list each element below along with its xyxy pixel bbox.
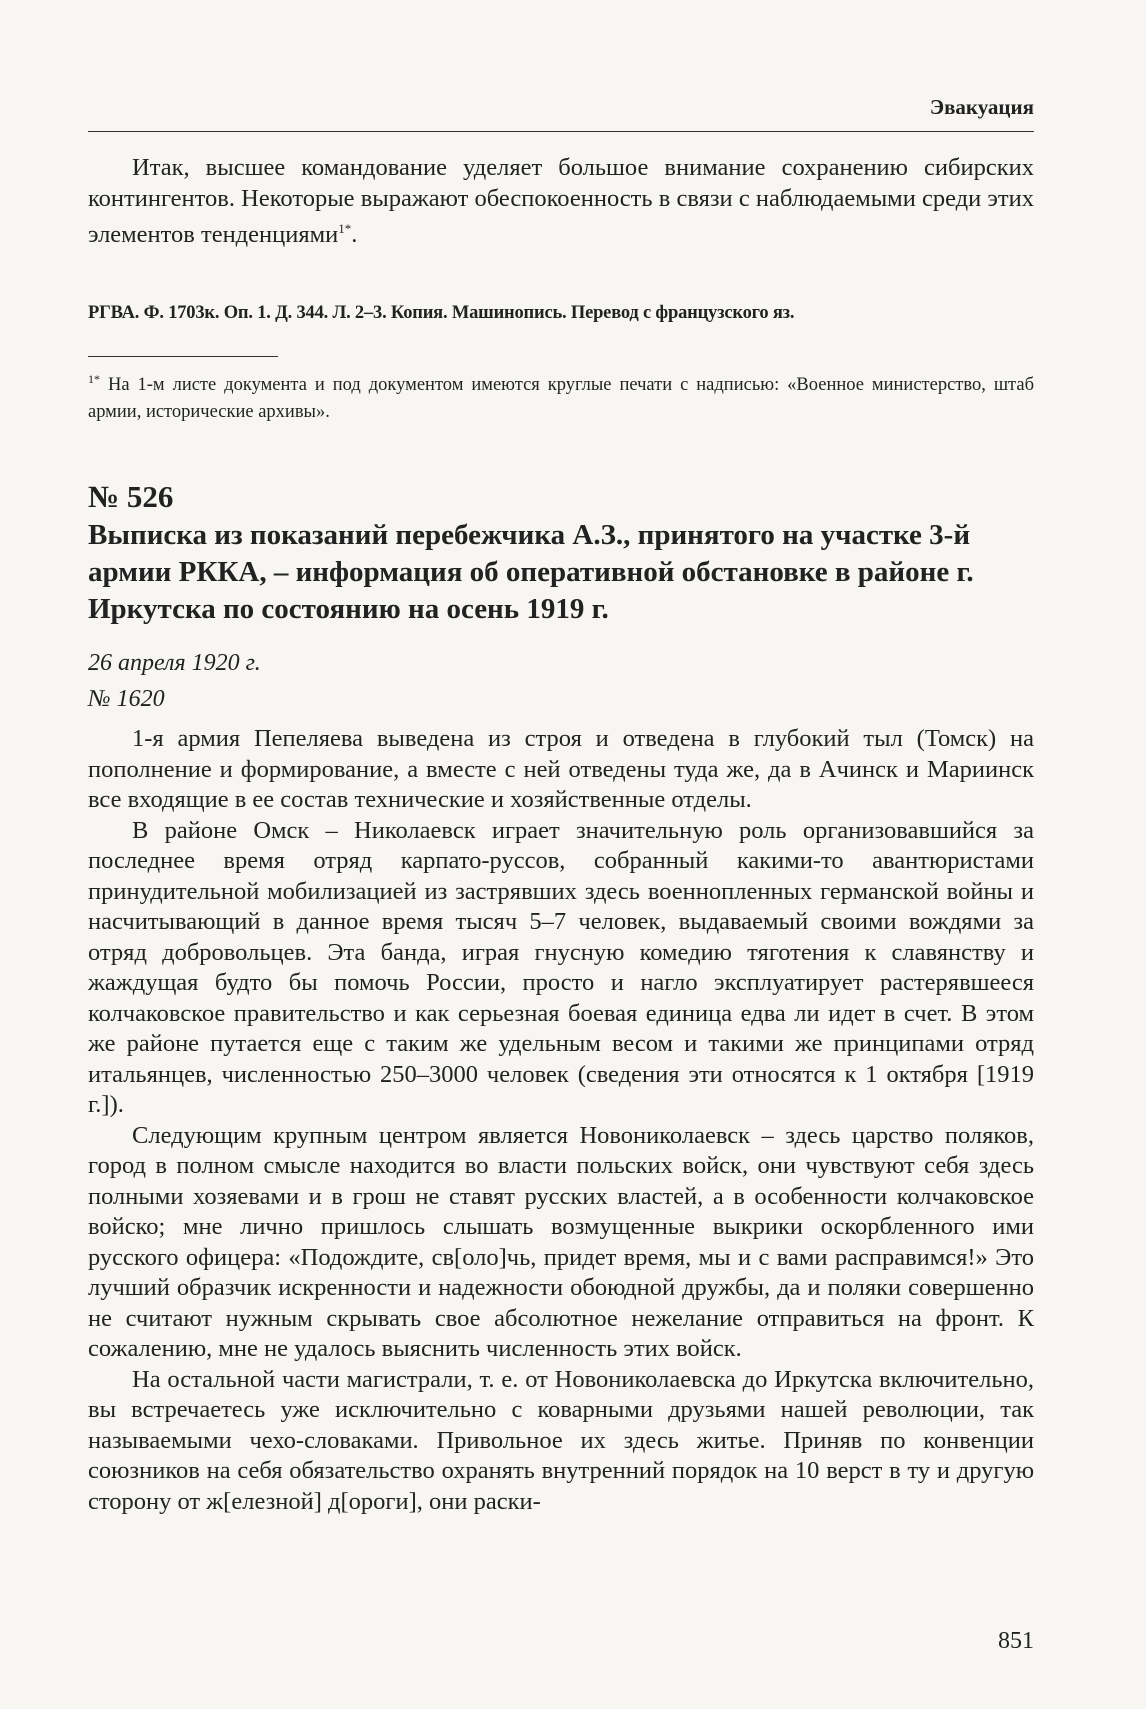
body-paragraph: На остальной части магистрали, т. е. от Новониколаевска до Иркутска включительно, вы встречаетесь уже исключительно с коварными друзьями нашей революции, так называемыми чехо-словаками. Привольное их здесь житье. Приняв по конвенции союзников на себя обязательство охранять внутренний порядок на 10 верст в ту и другую сторону от ж[елезной] д[ороги], они раски-: [88, 1365, 1034, 1515]
intro-end: .: [351, 221, 358, 249]
document-date: 26 апреля 1920 г.: [88, 650, 261, 676]
page-number: 851: [998, 1628, 1034, 1654]
body-paragraph: Следующим крупным центром является Новониколаевск – здесь царство поляков, город в полном смысле находится во власти польских войск, они чувствуют себя здесь полными хозяевами и в грош не ставят русских властей, а в особенности колчаковское войско; мне лично пришлось слышать возмущенные выкрики оскорбленного ими русского офицера: «Подождите, св[оло]чь, придет время, мы и с вами расправимся!» Это лучший образчик искренности и надежности обоюдной дружбы, да и поляки совершенно не считают нужным скрывать свое абсолютное нежелание отправиться на фронт. К сожалению, мне не удалось выяснить численность этих войск.: [88, 1121, 1034, 1362]
footnote-text: На 1-м листе документа и под документом имеются круглые печати с надписью: «Военное министерство, штаб армии, исторические архивы».: [88, 375, 1034, 423]
footnote: [88, 366, 1034, 426]
document-body: [88, 724, 1034, 1517]
intro-text: Итак, высшее командование уделяет большое внимание сохранению сибирских контингентов. Некоторые выражают обеспокоенность в связи с наблюдаемыми среди этих элементов тенденциями: [88, 154, 1034, 249]
document-number: № 526: [88, 479, 174, 514]
footnote-rule: [88, 356, 278, 357]
footnote-mark: 1*: [88, 372, 100, 386]
archive-source-line: РГВА. Ф. 1703к. Оп. 1. Д. 344. Л. 2–3. Копия. Машинопись. Перевод с французского яз.: [88, 303, 795, 323]
document-title: Выписка из показаний перебежчика А.З., принятого на участке 3-й армии РККА, – информация об оперативной обстановке в районе г. Иркутска по состоянию на осень 1919 г.: [88, 519, 974, 625]
intro-paragraph: [88, 153, 1034, 251]
running-head: Эвакуация: [929, 95, 1034, 119]
body-paragraph: В районе Омск – Николаевск играет значительную роль организовавшийся за последнее время отряд карпато-руссов, собранный какими-то авантюристами принудительной мобилизацией из застрявших здесь военнопленных германской войны и насчитывающий в данное время тысяч 5–7 человек, выдаваемый своими вождями за отряд добровольцев. Эта банда, играя гнусную комедию тяготения к славянству и жаждущая будто бы помочь России, просто и нагло эксплуатирует растерявшееся колчаковское правительство и как серьезная боевая единица едва ли идет в счет. В этом же районе путается еще с таким же удельным весом и такими же принципами отряд итальянцев, численностью 250–3000 человек (сведения эти относятся к 1 октября [1919 г.]).: [88, 816, 1034, 1118]
document-registration-number: № 1620: [88, 686, 165, 712]
footnote-ref-mark: 1*: [338, 221, 352, 236]
body-paragraph: 1-я армия Пепеляева выведена из строя и отведена в глубокий тыл (Томск) на пополнение и формирование, а вместе с ней отведены туда же, да в Ачинск и Мариинск все входящие в ее состав технические и хозяйственные отделы.: [88, 725, 1034, 813]
intro-paragraph-block: [88, 153, 1034, 251]
header-rule: [88, 131, 1034, 132]
